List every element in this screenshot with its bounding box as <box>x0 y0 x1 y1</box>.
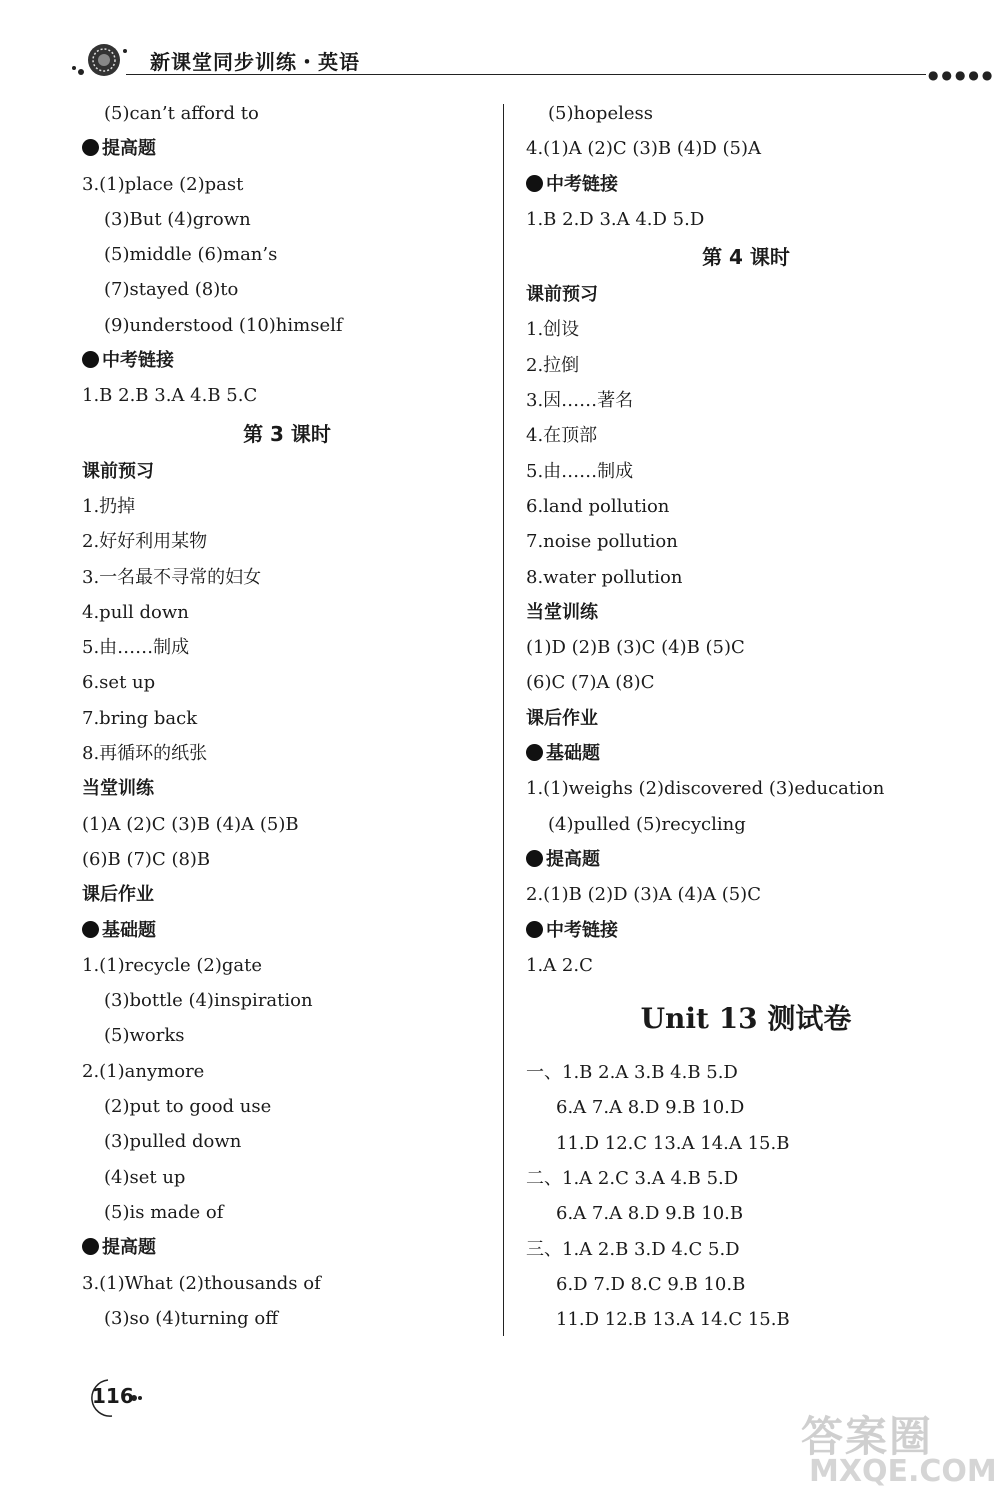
bullet-dot-icon <box>526 921 543 938</box>
answer-line: 1.扔掉 <box>82 495 136 517</box>
answer-line: (3)so (4)turning off <box>104 1307 279 1329</box>
section-bullet-heading <box>82 913 492 948</box>
bullet-dot-icon <box>82 139 99 156</box>
page-number: 116 <box>92 1384 134 1408</box>
answer-line: 4.(1)A (2)C (3)B (4)D (5)A <box>526 138 761 160</box>
answer-line: 5.由……制成 <box>526 460 634 482</box>
answer-line: (3)But (4)grown <box>104 208 251 230</box>
answer-line: (5)can’t afford to <box>104 103 259 124</box>
section-bullet-label: 提高题 <box>546 848 600 870</box>
answer-line: 3.(1)What (2)thousands of <box>82 1272 321 1294</box>
bullet-dot-icon <box>82 921 99 938</box>
answer-line: 6.set up <box>82 672 156 694</box>
answer-line: (5)hopeless <box>548 103 653 124</box>
header-title: 新课堂同步训练・英语 <box>150 50 360 74</box>
answer-line: 1.B 2.D 3.A 4.D 5.D <box>526 208 705 230</box>
answer-line: (1)A (2)C (3)B (4)A (5)B <box>82 813 299 835</box>
right-column <box>526 96 966 1338</box>
answer-line: 6.land pollution <box>526 495 670 517</box>
subsection-heading: 当堂训练 <box>526 601 598 623</box>
bullet-dot-icon <box>526 744 543 761</box>
answer-line: (6)C (7)A (8)C <box>526 672 655 694</box>
answer-line: (3)pulled down <box>104 1131 242 1153</box>
answer-line: 8.water pollution <box>526 566 683 588</box>
watermark-url: MXQE.COM <box>809 1454 997 1489</box>
answer-line: 5.由……制成 <box>82 637 190 659</box>
answer-line: 1.(1)recycle (2)gate <box>82 954 263 976</box>
answer-line: (5)middle (6)man’s <box>104 244 278 266</box>
bullet-dot-icon <box>82 1238 99 1255</box>
subsection-heading: 课后作业 <box>526 707 598 729</box>
answer-line: 二、1.A 2.C 3.A 4.B 5.D <box>526 1168 739 1190</box>
bullet-dot-icon <box>82 351 99 368</box>
section-bullet-heading <box>526 913 966 948</box>
answer-line: 7.noise pollution <box>526 531 678 553</box>
section-bullet-label: 中考链接 <box>546 919 618 941</box>
section-bullet-heading <box>526 167 966 202</box>
column-divider <box>503 104 504 1336</box>
answer-line: (1)D (2)B (3)C (4)B (5)C <box>526 637 745 659</box>
watermark-logo: 答案圈 <box>801 1412 934 1461</box>
header-dots-ornament: ●●●●● <box>928 68 996 82</box>
section-bullet-heading <box>526 736 966 771</box>
section-bullet-label: 提高题 <box>102 1237 156 1259</box>
answer-line: 11.D 12.C 13.A 14.A 15.B <box>556 1132 790 1154</box>
answer-line: 4.pull down <box>82 601 189 623</box>
answer-line: (9)understood (10)himself <box>104 314 343 336</box>
lesson-heading: 第 4 课时 <box>702 245 790 270</box>
page-header <box>70 38 996 82</box>
answer-line: 3.因……著名 <box>526 390 634 412</box>
answer-line: 2.拉倒 <box>526 354 580 376</box>
answer-line: (5)is made of <box>104 1201 224 1223</box>
section-bullet-label: 中考链接 <box>102 350 174 372</box>
unit-test-heading: Unit 13 测试卷 <box>640 1002 852 1036</box>
header-rule <box>126 74 926 75</box>
answer-line: 8.再循环的纸张 <box>82 743 208 765</box>
answer-line: (7)stayed (8)to <box>104 279 239 301</box>
answer-line: 3.(1)place (2)past <box>82 173 244 195</box>
answer-line: (2)put to good use <box>104 1096 272 1118</box>
answer-line: 1.A 2.C <box>526 954 593 976</box>
section-bullet-heading <box>82 131 492 166</box>
answer-line: (3)bottle (4)inspiration <box>104 990 313 1012</box>
answer-line: 6.D 7.D 8.C 9.B 10.B <box>556 1273 746 1295</box>
section-bullet-label: 提高题 <box>102 138 156 160</box>
answer-line: 7.bring back <box>82 707 198 729</box>
answer-line: 2.(1)B (2)D (3)A (4)A (5)C <box>526 884 761 906</box>
lesson-heading: 第 3 课时 <box>243 421 331 446</box>
bullet-dot-icon <box>526 175 543 192</box>
bullet-dot-icon <box>526 850 543 867</box>
subsection-heading: 当堂训练 <box>82 778 154 800</box>
answer-line: 2.(1)anymore <box>82 1060 205 1082</box>
answer-line: 6.A 7.A 8.D 9.B 10.B <box>556 1203 744 1225</box>
logo-icon <box>70 42 140 78</box>
answer-line: 1.B 2.B 3.A 4.B 5.C <box>82 385 258 407</box>
answer-line: 三、1.A 2.B 3.D 4.C 5.D <box>526 1238 740 1260</box>
section-bullet-label: 基础题 <box>546 743 600 765</box>
answer-line: (5)works <box>104 1025 185 1047</box>
answer-line: 11.D 12.B 13.A 14.C 15.B <box>556 1309 790 1331</box>
section-bullet-heading <box>82 1230 492 1265</box>
answer-line: 4.在顶部 <box>526 425 598 447</box>
answer-line: 一、1.B 2.A 3.B 4.B 5.D <box>526 1062 738 1084</box>
section-bullet-label: 基础题 <box>102 919 156 941</box>
answer-line: 2.好好利用某物 <box>82 531 208 553</box>
subsection-heading: 课前预习 <box>526 284 598 306</box>
section-bullet-heading <box>82 343 492 378</box>
watermark <box>795 1404 995 1490</box>
answer-line: 1.创设 <box>526 319 580 341</box>
answer-line: 1.(1)weighs (2)discovered (3)education <box>526 778 885 800</box>
left-column <box>82 96 492 1336</box>
section-bullet-heading <box>526 842 966 877</box>
subsection-heading: 课后作业 <box>82 884 154 906</box>
page-number-badge <box>78 1376 144 1420</box>
answer-line: (4)pulled (5)recycling <box>548 813 746 835</box>
answer-line: (4)set up <box>104 1166 186 1188</box>
answer-line: (6)B (7)C (8)B <box>82 848 211 870</box>
answer-line: 6.A 7.A 8.D 9.B 10.D <box>556 1097 745 1119</box>
answer-line: 3.一名最不寻常的妇女 <box>82 566 262 588</box>
section-bullet-label: 中考链接 <box>546 173 618 195</box>
subsection-heading: 课前预习 <box>82 460 154 482</box>
